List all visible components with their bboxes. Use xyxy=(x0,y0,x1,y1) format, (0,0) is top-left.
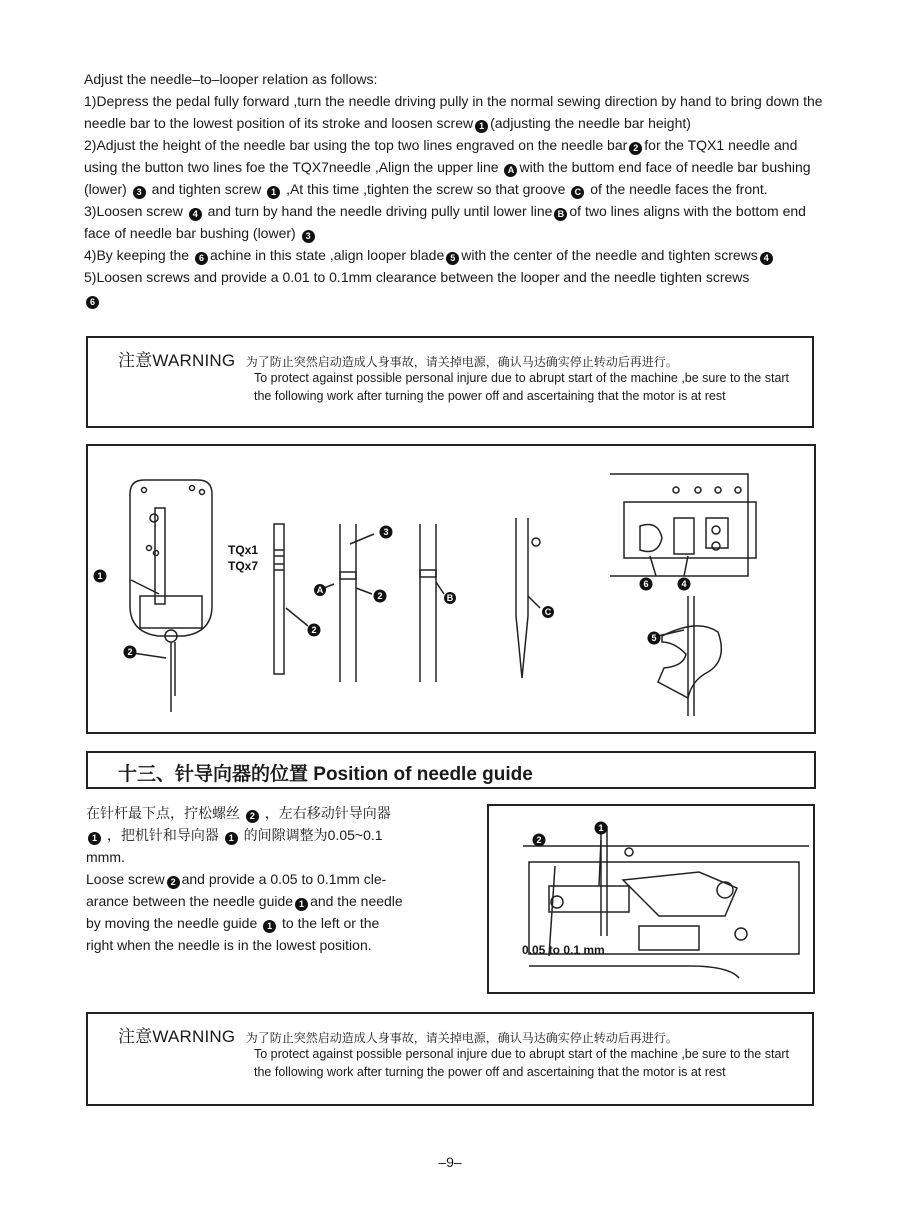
circled-number-icon: 1 xyxy=(88,832,101,845)
svg-text:6: 6 xyxy=(643,579,649,589)
clearance-dimension: 0.05 to 0.1 mm xyxy=(522,943,605,957)
letter-marker-icon: B xyxy=(554,208,567,221)
circled-number-icon: 2 xyxy=(167,876,180,889)
step-4: 4)By keeping the 6 achine in this state ,align looper blade 5 with the center of the needle and tighten screws 4 xyxy=(84,244,834,266)
svg-text:2: 2 xyxy=(311,625,317,635)
svg-text:3: 3 xyxy=(383,527,389,537)
step-5: 5)Loosen screws and provide a 0.01 to 0.1mm clearance between the looper and the needle tighten screws 6 xyxy=(84,269,750,307)
svg-text:1: 1 xyxy=(97,571,103,581)
warning-title: 注意WARNING xyxy=(118,351,236,370)
page-number: –9– xyxy=(438,1154,462,1170)
circled-number-icon: 1 xyxy=(263,920,276,933)
warning-cn-text: 为了防止突然启动造成人身事故，请关掉电源，确认马达确实停止转动后再进行。 xyxy=(245,1031,678,1045)
needle-looper-figure xyxy=(86,444,816,734)
warning-en-text: To protect against possible personal injure due to abrupt start of the machine ,be sure to the start the following work after turning the power off and ascertaining that the motor is at rest xyxy=(254,1047,790,1079)
svg-text:TQx1: TQx1 xyxy=(228,543,259,557)
svg-text:2: 2 xyxy=(127,647,133,657)
svg-text:A: A xyxy=(316,585,324,595)
circled-number-icon: 2 xyxy=(246,810,259,823)
svg-text:B: B xyxy=(446,593,454,603)
circled-number-icon: 1 xyxy=(225,832,238,845)
circled-number-icon: 6 xyxy=(86,296,99,309)
circled-number-icon: 3 xyxy=(302,230,315,243)
circled-number-icon: 5 xyxy=(446,252,459,265)
circled-number-icon: 4 xyxy=(760,252,773,265)
svg-text:2: 2 xyxy=(536,835,542,845)
warning-en-text: To protect against possible personal injure due to abrupt start of the machine ,be sure to the start the following work after turning the power off and ascertaining that the motor is at rest xyxy=(254,371,790,403)
needle-looper-illustration xyxy=(88,446,814,732)
warning-title: 注意WARNING xyxy=(118,1027,236,1046)
circled-number-icon: 1 xyxy=(475,120,488,133)
letter-marker-icon: C xyxy=(571,186,584,199)
warning-box xyxy=(86,336,814,428)
circled-number-icon: 2 xyxy=(629,142,642,155)
needle-guide-figure xyxy=(487,804,815,994)
step-3: 3)Loosen screw 4 and turn by hand the needle driving pully until lower line B of two lines aligns with the bottom end face of needle bar bushing (lower) 3 xyxy=(84,203,806,241)
circled-number-icon: 4 xyxy=(189,208,202,221)
svg-text:1: 1 xyxy=(598,823,604,833)
letter-marker-icon: A xyxy=(504,164,517,177)
needle-guide-illustration xyxy=(489,806,813,992)
instructions xyxy=(84,68,834,310)
section-heading xyxy=(86,751,816,789)
svg-text:TQx7: TQx7 xyxy=(228,559,259,573)
svg-text:5: 5 xyxy=(651,633,657,643)
step-2: 2)Adjust the height of the needle bar using the top two lines engraved on the needle bar 2 for the TQX1 needle and using the button two lines foe the TQX7needle ,Align the upper line A with the buttom end face of needle bar bushing (lower) 3 and tighten screw 1 ,At this time ,tighten the screw so that groove C of the needle faces the front. xyxy=(84,137,811,197)
circled-number-icon: 1 xyxy=(295,898,308,911)
svg-text:2: 2 xyxy=(377,591,383,601)
circled-number-icon: 3 xyxy=(133,186,146,199)
intro-line: Adjust the needle–to–looper relation as follows: xyxy=(84,71,378,87)
needle-guide-text: 在针杆最下点，拧松螺丝 2 ，左右移动针导向器 1 ，把机针和导向器 1 的间隙调整为0.05~0.1 mmm. Loose screw 2 and provide a 0.05 to 0.1mm cle- arance between the needle guide 1 and the needle by moving the needle guide 1 to the left or the right when the needle is in the lowest position. xyxy=(86,805,403,953)
circled-number-icon: 6 xyxy=(195,252,208,265)
warning-box-2 xyxy=(86,1012,814,1106)
svg-text:C: C xyxy=(544,607,552,617)
section-title: 十三、针导向器的位置 Position of needle guide xyxy=(118,764,533,785)
circled-number-icon: 1 xyxy=(267,186,280,199)
svg-text:4: 4 xyxy=(681,579,687,589)
step-1: 1)Depress the pedal fully forward ,turn the needle driving pully in the normal sewing direction by hand to bring down the needle bar to the lowest position of its stroke and loosen screw 1 (adjusting the needle bar height) xyxy=(84,93,823,131)
warning-cn-text: 为了防止突然启动造成人身事故，请关掉电源，确认马达确实停止转动后再进行。 xyxy=(245,355,678,369)
